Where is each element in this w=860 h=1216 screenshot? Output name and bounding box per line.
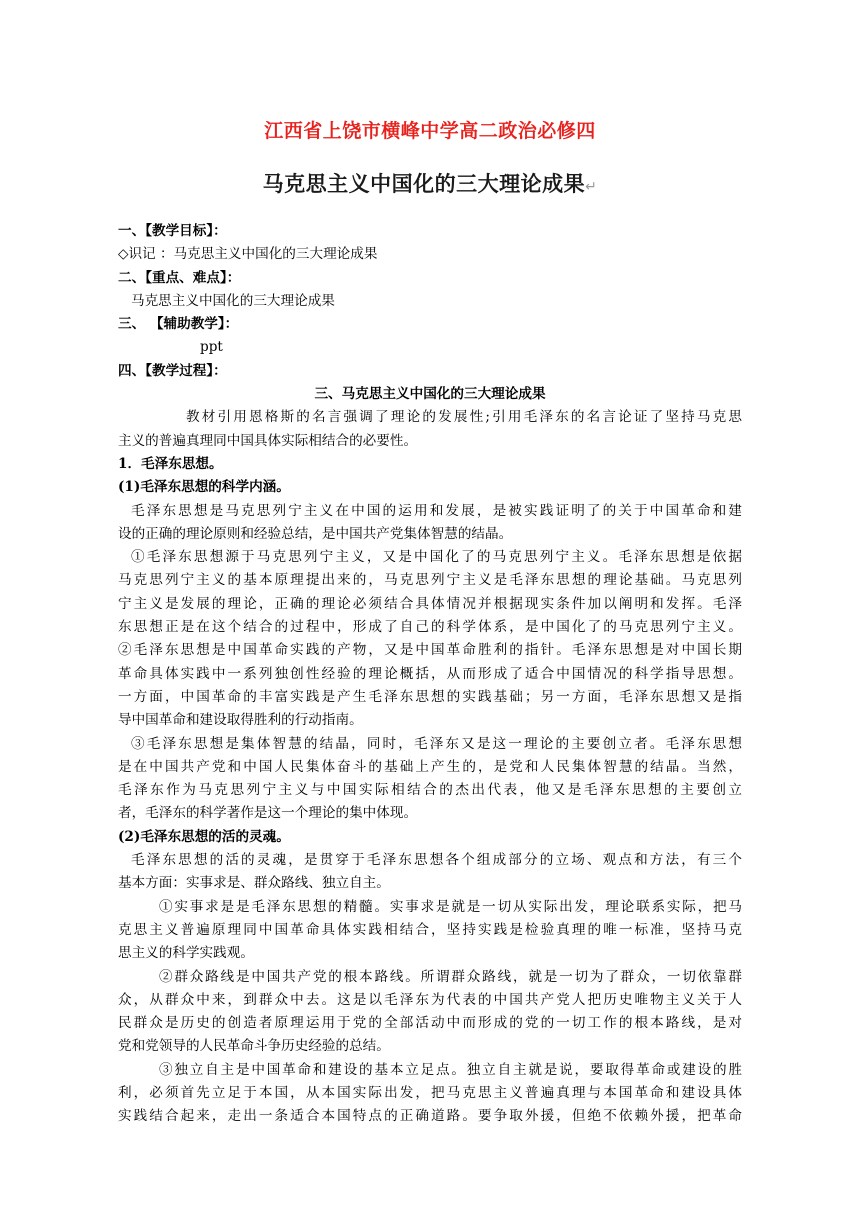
text-line: 者，毛泽东的科学著作是这一个理论的集中体现。 <box>118 805 418 822</box>
text-line: 东思想正是在这个结合的过程中，形成了自己的科学体系，是中国化了的马克思列宁主义。 <box>118 619 742 636</box>
text-line: 二、【重点、难点】： <box>118 269 241 286</box>
document-body <box>118 220 742 1129</box>
text-line: ②群众路线是中国共产党的根本路线。所谓群众路线，就是一切为了群众，一切依靠群 <box>159 968 742 985</box>
text-line: 毛泽东作为马克思列宁主义与中国实际相结合的杰出代表，他又是毛泽东思想的主要创立 <box>118 782 742 799</box>
document-title: 江西省上饶市横峰中学高二政治必修四 <box>264 120 596 142</box>
paragraph-mark-icon: ↵ <box>585 179 598 195</box>
text-line: ②毛泽东思想是中国革命实践的产物，又是中国革命胜利的指针。毛泽东思想是对中国长期 <box>118 642 742 659</box>
text-line: 是在中国共产党和中国人民集体奋斗的基础上产生的，是党和人民集体智慧的结晶。当然， <box>118 758 742 775</box>
text-line: 实践结合起来，走出一条适合本国特点的正确道路。要争取外援，但绝不依赖外援，把革命 <box>118 1108 742 1125</box>
text-line: ◇识记 ：马克思主义中国化的三大理论成果 <box>118 246 378 263</box>
text-line: 一、【教学目标】： <box>118 223 227 239</box>
text-line: 设的正确的理论原则和经验总结，是中国共产党集体智慧的结晶。 <box>118 525 513 542</box>
text-line: 四、【教学过程】： <box>118 362 227 379</box>
text-line: 毛泽东思想的活的灵魂，是贯穿于毛泽东思想各个组成部分的立场、观点和方法，有三个 <box>131 852 742 869</box>
text-line: 利，必须首先立足于本国，从本国实际出发，把马克思主义普遍真理与本国革命和建设具体 <box>118 1084 742 1101</box>
text-line: 党和党领导的人民革命斗争历史经验的总结。 <box>118 1038 390 1055</box>
text-line: 三、 【辅助教学】： <box>118 316 239 333</box>
text-line: ③毛泽东思想是集体智慧的结晶，同时，毛泽东又是这一理论的主要创立者。毛泽东思想 <box>131 735 742 752</box>
text-line: 马克思列宁主义的基本原理提出来的，马克思列宁主义是毛泽东思想的理论基础。马克思列 <box>118 572 742 589</box>
text-line: 主义的普遍真理同中国具体实际相结合的必要性。 <box>118 432 418 449</box>
text-line: 导中国革命和建设取得胜利的行动指南。 <box>118 712 363 729</box>
document-subtitle-text: 马克思主义中国化的三大理论成果 <box>262 172 586 196</box>
text-line: 基本方面：实事求是、群众路线、独立自主。 <box>118 875 390 892</box>
text-line: 毛泽东思想是马克思列宁主义在中国的运用和发展，是被实践证明了的关于中国革命和建 <box>131 502 742 519</box>
text-line: (1)毛泽东思想的科学内涵。 <box>118 479 290 496</box>
text-line: 马克思主义中国化的三大理论成果 <box>131 292 335 309</box>
text-line: 宁主义是发展的理论，正确的理论必须结合具体情况并根据现实条件加以阐明和发挥。毛泽 <box>118 595 742 612</box>
text-line: 一方面，中国革命的丰富实践是产生毛泽东思想的实践基础；另一方面，毛泽东思想又是指 <box>118 688 742 705</box>
text-line: ①实事求是是毛泽东思想的精髓。实事求是就是一切从实际出发，理论联系实际，把马 <box>159 898 742 915</box>
document-subtitle <box>118 168 742 198</box>
text-line: ppt <box>200 339 223 356</box>
text-line: 克思主义普遍原理同中国革命具体实践相结合，坚持实践是检验真理的唯一标准，坚持马克 <box>118 921 742 938</box>
text-line: 1．毛泽东思想。 <box>118 455 223 472</box>
text-line: ③独立自主是中国革命和建设的基本立足点。独立自主就是说，要取得革命或建设的胜 <box>159 1061 742 1078</box>
text-line: 思主义的科学实践观。 <box>118 945 254 962</box>
text-line: ①毛泽东思想源于马克思列宁主义，又是中国化了的马克思列宁主义。毛泽东思想是依据 <box>131 549 742 566</box>
text-line: (2)毛泽东思想的活的灵魂。 <box>118 828 290 845</box>
text-line: 教材引用恩格斯的名言强调了理论的发展性;引用毛泽东的名言论证了坚持马克思 <box>186 409 742 426</box>
text-line: 民群众是历史的创造者原理运用于党的全部活动中而形成的党的一切工作的根本路线，是对 <box>118 1015 742 1032</box>
text-line: 革命具体实践中一系列独创性经验的理论概括，从而形成了适合中国情况的科学指导思想。 <box>118 665 742 682</box>
text-line: 三、马克思主义中国化的三大理论成果 <box>314 386 546 403</box>
text-line: 众，从群众中来，到群众中去。这是以毛泽东为代表的中国共产党人把历史唯物主义关于人 <box>118 991 742 1008</box>
